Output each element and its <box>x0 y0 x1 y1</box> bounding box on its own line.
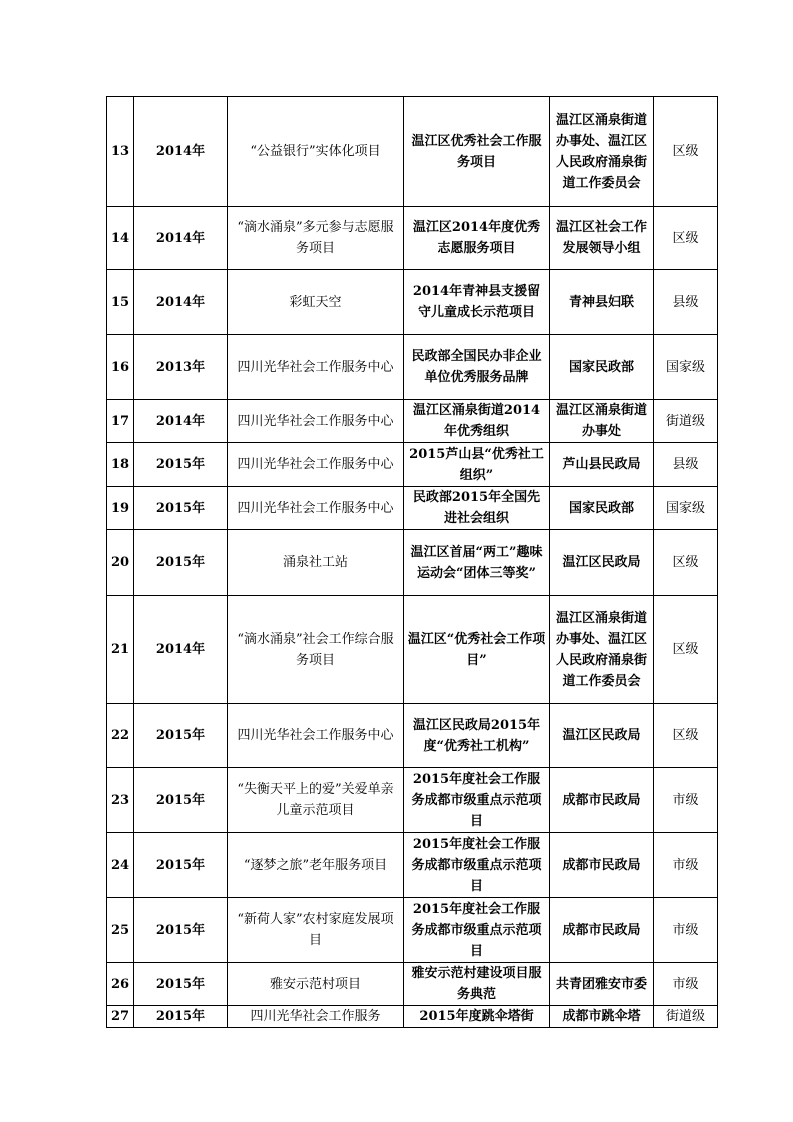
row-level: 区级 <box>654 530 718 596</box>
row-level: 国家级 <box>654 335 718 400</box>
row-award: 2015年度社会工作服务成都市级重点示范项目 <box>404 898 550 963</box>
table-row <box>107 270 718 335</box>
table-row <box>107 1006 718 1028</box>
row-level: 县级 <box>654 443 718 487</box>
row-award: 2015年度社会工作服务成都市级重点示范项目 <box>404 833 550 898</box>
row-issuer: 国家民政部 <box>550 335 654 400</box>
row-issuer: 青神县妇联 <box>550 270 654 335</box>
row-level: 市级 <box>654 963 718 1006</box>
row-project: “新荷人家”农村家庭发展项目 <box>228 898 404 963</box>
row-level: 区级 <box>654 596 718 704</box>
row-year: 2015年 <box>134 833 228 898</box>
row-number: 19 <box>107 487 134 530</box>
row-award: 2015年度社会工作服务成都市级重点示范项目 <box>404 768 550 833</box>
row-level: 市级 <box>654 768 718 833</box>
table-row <box>107 704 718 768</box>
row-level: 市级 <box>654 833 718 898</box>
row-year: 2015年 <box>134 768 228 833</box>
row-number: 16 <box>107 335 134 400</box>
row-number: 23 <box>107 768 134 833</box>
table-row <box>107 768 718 833</box>
row-year: 2014年 <box>134 270 228 335</box>
row-level: 区级 <box>654 97 718 207</box>
row-project: 四川光华社会工作服务 <box>228 1006 404 1028</box>
row-level: 市级 <box>654 898 718 963</box>
awards-table <box>106 96 718 1028</box>
row-project: “逐梦之旅”老年服务项目 <box>228 833 404 898</box>
row-project: “滴水涌泉”社会工作综合服务项目 <box>228 596 404 704</box>
row-number: 26 <box>107 963 134 1006</box>
row-number: 20 <box>107 530 134 596</box>
row-project: 彩虹天空 <box>228 270 404 335</box>
row-issuer: 温江区涌泉街道办事处、温江区人民政府涌泉街道工作委员会 <box>550 596 654 704</box>
row-number: 15 <box>107 270 134 335</box>
table-row <box>107 400 718 443</box>
row-project: 雅安示范村项目 <box>228 963 404 1006</box>
row-number: 21 <box>107 596 134 704</box>
row-issuer: 温江区涌泉街道办事处 <box>550 400 654 443</box>
row-number: 24 <box>107 833 134 898</box>
row-award: 温江区“优秀社会工作项目” <box>404 596 550 704</box>
row-issuer: 成都市民政局 <box>550 898 654 963</box>
row-award: 雅安示范村建设项目服务典范 <box>404 963 550 1006</box>
row-issuer: 温江区涌泉街道办事处、温江区人民政府涌泉街道工作委员会 <box>550 97 654 207</box>
row-project: 四川光华社会工作服务中心 <box>228 443 404 487</box>
row-number: 13 <box>107 97 134 207</box>
row-award: 温江区2014年度优秀志愿服务项目 <box>404 207 550 270</box>
row-issuer: 成都市跳伞塔 <box>550 1006 654 1028</box>
row-project: “滴水涌泉”多元参与志愿服务项目 <box>228 207 404 270</box>
row-issuer: 温江区民政局 <box>550 530 654 596</box>
table-row <box>107 963 718 1006</box>
row-award: 温江区首届“两工”趣味运动会“团体三等奖” <box>404 530 550 596</box>
row-year: 2015年 <box>134 443 228 487</box>
row-number: 27 <box>107 1006 134 1028</box>
row-project: 涌泉社工站 <box>228 530 404 596</box>
row-year: 2013年 <box>134 335 228 400</box>
row-number: 17 <box>107 400 134 443</box>
row-award: 2014年青神县支援留守儿童成长示范项目 <box>404 270 550 335</box>
row-issuer: 温江区民政局 <box>550 704 654 768</box>
row-project: 四川光华社会工作服务中心 <box>228 704 404 768</box>
row-issuer: 共青团雅安市委 <box>550 963 654 1006</box>
table-row <box>107 443 718 487</box>
row-award: 温江区民政局2015年度“优秀社工机构” <box>404 704 550 768</box>
row-project: 四川光华社会工作服务中心 <box>228 487 404 530</box>
row-year: 2015年 <box>134 530 228 596</box>
row-level: 区级 <box>654 207 718 270</box>
row-issuer: 温江区社会工作发展领导小组 <box>550 207 654 270</box>
row-award: 温江区涌泉街道2014年优秀组织 <box>404 400 550 443</box>
row-award: 温江区优秀社会工作服务项目 <box>404 97 550 207</box>
row-year: 2015年 <box>134 487 228 530</box>
row-level: 街道级 <box>654 1006 718 1028</box>
row-year: 2014年 <box>134 207 228 270</box>
table-row <box>107 487 718 530</box>
row-level: 区级 <box>654 704 718 768</box>
row-project: “失衡天平上的爱”关爱单亲儿童示范项目 <box>228 768 404 833</box>
row-level: 县级 <box>654 270 718 335</box>
row-year: 2014年 <box>134 400 228 443</box>
row-award: 民政部2015年全国先进社会组织 <box>404 487 550 530</box>
row-award: 民政部全国民办非企业单位优秀服务品牌 <box>404 335 550 400</box>
row-year: 2014年 <box>134 596 228 704</box>
row-project: “公益银行”实体化项目 <box>228 97 404 207</box>
row-award: 2015年度跳伞塔街 <box>404 1006 550 1028</box>
row-year: 2015年 <box>134 1006 228 1028</box>
row-year: 2015年 <box>134 704 228 768</box>
row-issuer: 国家民政部 <box>550 487 654 530</box>
row-number: 18 <box>107 443 134 487</box>
row-level: 街道级 <box>654 400 718 443</box>
row-project: 四川光华社会工作服务中心 <box>228 335 404 400</box>
row-issuer: 成都市民政局 <box>550 768 654 833</box>
row-number: 22 <box>107 704 134 768</box>
row-issuer: 成都市民政局 <box>550 833 654 898</box>
table-row <box>107 596 718 704</box>
row-year: 2015年 <box>134 898 228 963</box>
table-row <box>107 97 718 207</box>
table-row <box>107 833 718 898</box>
row-year: 2014年 <box>134 97 228 207</box>
row-project: 四川光华社会工作服务中心 <box>228 400 404 443</box>
row-number: 25 <box>107 898 134 963</box>
row-level: 国家级 <box>654 487 718 530</box>
table-row <box>107 335 718 400</box>
table-row <box>107 207 718 270</box>
table-row <box>107 530 718 596</box>
row-number: 14 <box>107 207 134 270</box>
row-year: 2015年 <box>134 963 228 1006</box>
row-issuer: 芦山县民政局 <box>550 443 654 487</box>
table-row <box>107 898 718 963</box>
row-award: 2015芦山县“优秀社工组织” <box>404 443 550 487</box>
